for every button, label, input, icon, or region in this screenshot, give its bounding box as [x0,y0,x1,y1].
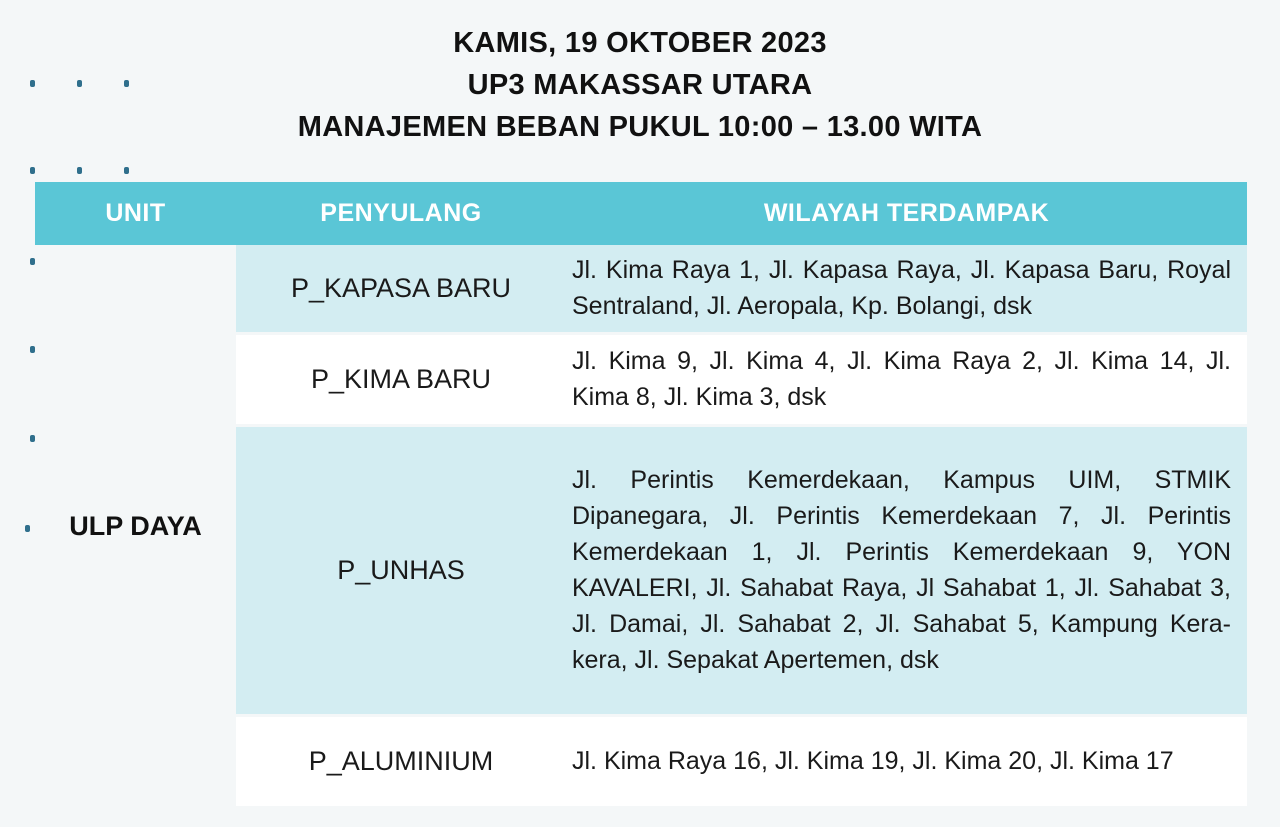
date-heading: KAMIS, 19 OKTOBER 2023 [453,27,827,59]
unit-cell: ULP DAYA [35,245,236,807]
table-header-row [35,182,1247,245]
outage-table [35,182,1247,809]
dot-icon [124,167,129,174]
feeder-cell: P_KAPASA BARU [236,245,566,333]
feeder-cell: P_ALUMINIUM [236,715,566,807]
column-header-feeder: PENYULANG [236,182,566,245]
area-cell: Jl. Perintis Kemerdekaan, Kampus UIM, STMIK Dipanegara, Jl. Perintis Kemerdekaan 7, Jl. Perintis Kemerdekaan 1, Jl. Perintis Kemerdekaan 9, YON KAVALERI, Jl. Sahabat Raya, Jl Sahabat 1, Jl. Sahabat 3, Jl. Damai, Jl. Sahabat 2, Jl. Sahabat 5, Kampung Kera-kera, Jl. Sepakat Apertemen, dsk [566,425,1247,715]
area-cell: Jl. Kima Raya 16, Jl. Kima 19, Jl. Kima 20, Jl. Kima 17 [566,715,1247,807]
area-cell: Jl. Kima Raya 1, Jl. Kapasa Raya, Jl. Kapasa Baru, Royal Sentraland, Jl. Aeropala, Kp. Bolangi, dsk [566,245,1247,333]
feeder-cell: P_KIMA BARU [236,333,566,425]
table-row [35,245,1247,333]
dot-icon [77,167,82,174]
schedule-heading: MANAJEMEN BEBAN PUKUL 10:00 – 13.00 WITA [297,111,983,143]
area-cell: Jl. Kima 9, Jl. Kima 4, Jl. Kima Raya 2, Jl. Kima 14, Jl. Kima 8, Jl. Kima 3, dsk [566,333,1247,425]
column-header-area: WILAYAH TERDAMPAK [566,182,1247,245]
feeder-cell: P_UNHAS [236,425,566,715]
dot-icon [30,167,35,174]
decorative-dots [30,167,129,174]
office-heading: UP3 MAKASSAR UTARA [467,69,813,101]
dot-icon [25,525,30,532]
announcement-header [0,22,1280,148]
column-header-unit: UNIT [35,182,236,245]
